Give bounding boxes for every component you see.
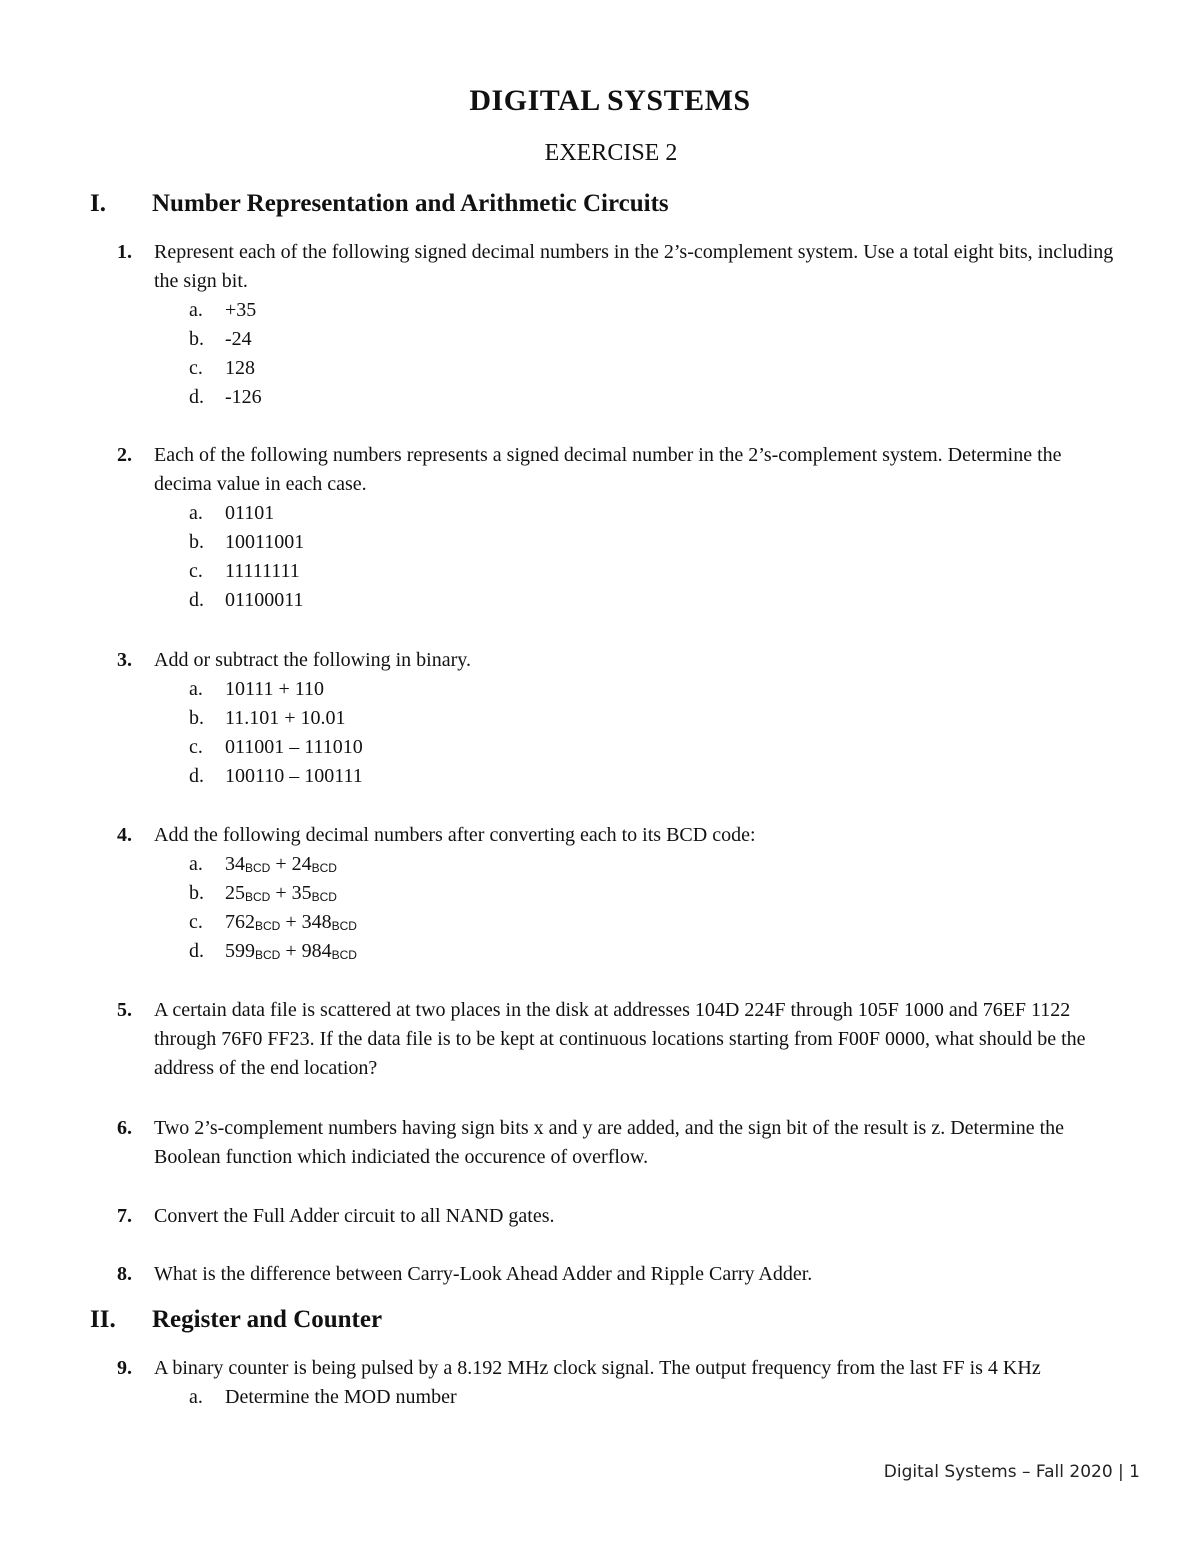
option-item — [189, 354, 1117, 383]
option-list — [189, 499, 1117, 615]
option-item — [189, 296, 1117, 325]
option-label: c. — [189, 560, 203, 582]
option-item — [189, 325, 1117, 354]
bcd-subscript: BCD — [245, 861, 271, 875]
option-label: b. — [189, 328, 204, 350]
option-label: b. — [189, 882, 204, 904]
question-text: A certain data file is scattered at two places in the disk at addresses 104D 224F through 105F 1000 and 76EF 1122 through 76F0 FF23. If the data file is to be kept at continuous locations starting from F00F 0000, what should be the address of the end location? — [154, 999, 1086, 1079]
option-text: 10011001 — [225, 531, 305, 553]
option-text: +35 — [225, 299, 257, 321]
option-text: -24 — [225, 328, 252, 350]
page-footer: Digital Systems – Fall 2020 | 1 — [883, 1462, 1140, 1482]
option-text: 011001 – 111010 — [225, 736, 363, 758]
option-label: c. — [189, 736, 203, 758]
operator: + — [270, 882, 292, 904]
question-text: A binary counter is being pulsed by a 8.192 MHz clock signal. The output frequency from the last FF is 4 KHz — [154, 1357, 1041, 1379]
option-label: d. — [189, 386, 204, 408]
option-text: 10111 + 110 — [225, 678, 325, 700]
question-text: Represent each of the following signed decimal numbers in the 2’s-complement system. Use a total eight bits, including the sign bit. — [154, 241, 1114, 292]
option-label: a. — [189, 853, 203, 875]
option-list — [189, 1383, 1117, 1412]
option-text: 01101 — [225, 502, 275, 524]
bcd-operand-left: 25 — [225, 882, 245, 904]
question-number: 6. — [117, 1117, 132, 1139]
question-text: Two 2’s-complement numbers having sign bits x and y are added, and the sign bit of the result is z. Determine the Boolean function which indiciated the occurence of overflow. — [154, 1117, 1065, 1168]
bcd-operand-right: 984 — [301, 940, 332, 962]
option-label: d. — [189, 765, 204, 787]
option-item — [189, 733, 1117, 762]
option-item — [189, 1383, 1117, 1412]
question-number: 4. — [117, 824, 132, 846]
operator: + — [280, 940, 302, 962]
option-item — [189, 908, 1117, 937]
bcd-subscript: BCD — [255, 919, 281, 933]
option-item — [189, 704, 1117, 733]
section-title: Register and Counter — [152, 1306, 383, 1333]
question-number: 9. — [117, 1357, 132, 1379]
question-number: 1. — [117, 241, 132, 263]
option-item — [189, 528, 1117, 557]
option-list — [189, 296, 1117, 412]
document-subtitle: EXERCISE 2 — [544, 140, 678, 166]
question-text: Convert the Full Adder circuit to all NAND gates. — [154, 1205, 555, 1227]
section-title: Number Representation and Arithmetic Circuits — [152, 190, 669, 217]
option-text: 11.101 + 10.01 — [225, 707, 346, 729]
section-numeral: I. — [90, 190, 106, 217]
option-label: a. — [189, 1386, 203, 1408]
bcd-operand-left: 34 — [225, 853, 245, 875]
option-item — [189, 383, 1117, 412]
option-text: -126 — [225, 386, 262, 408]
option-label: c. — [189, 911, 203, 933]
question-number: 2. — [117, 444, 132, 466]
section-heading-2 — [90, 1306, 382, 1334]
question-8 — [117, 1260, 1117, 1289]
option-list — [189, 675, 1117, 791]
option-item — [189, 850, 1117, 879]
question-number: 8. — [117, 1263, 132, 1285]
bcd-subscript: BCD — [245, 890, 271, 904]
question-9 — [117, 1354, 1117, 1412]
operator: + — [270, 853, 292, 875]
question-text: Add or subtract the following in binary. — [154, 649, 471, 671]
question-2 — [117, 441, 1117, 615]
bcd-subscript: BCD — [311, 890, 337, 904]
section-heading-1 — [90, 190, 669, 218]
question-6 — [117, 1114, 1117, 1172]
option-label: a. — [189, 502, 203, 524]
question-3 — [117, 646, 1117, 791]
option-item — [189, 762, 1117, 791]
question-number: 5. — [117, 999, 132, 1021]
section-numeral: II. — [90, 1306, 116, 1333]
question-1 — [117, 238, 1117, 412]
question-7 — [117, 1202, 1117, 1231]
option-item — [189, 675, 1117, 704]
bcd-operand-left: 762 — [225, 911, 255, 933]
question-4 — [117, 821, 1117, 966]
option-label: b. — [189, 531, 204, 553]
bcd-subscript: BCD — [331, 919, 357, 933]
bcd-subscript: BCD — [255, 948, 281, 962]
bcd-subscript: BCD — [331, 948, 357, 962]
option-label: d. — [189, 589, 204, 611]
question-text: Each of the following numbers represents a signed decimal number in the 2’s-complement system. Determine the decima value in each case. — [154, 444, 1062, 495]
bcd-operand-right: 24 — [291, 853, 312, 875]
bcd-subscript: BCD — [311, 861, 337, 875]
option-item — [189, 937, 1117, 966]
option-item — [189, 586, 1117, 615]
bcd-operand-left: 599 — [225, 940, 255, 962]
option-label: c. — [189, 357, 203, 379]
bcd-operand-right: 348 — [301, 911, 332, 933]
option-label: a. — [189, 678, 203, 700]
option-text: Determine the MOD number — [225, 1386, 457, 1408]
option-text: 100110 – 100111 — [225, 765, 363, 787]
option-text: 01100011 — [225, 589, 304, 611]
option-label: d. — [189, 940, 204, 962]
option-label: a. — [189, 299, 203, 321]
bcd-operand-right: 35 — [291, 882, 312, 904]
option-text: 11111111 — [225, 560, 300, 582]
option-text: 128 — [225, 357, 255, 379]
question-5 — [117, 996, 1117, 1083]
document-title: DIGITAL SYSTEMS — [469, 84, 751, 117]
option-item — [189, 879, 1117, 908]
question-text: Add the following decimal numbers after converting each to its BCD code: — [154, 824, 756, 846]
question-text: What is the difference between Carry-Look Ahead Adder and Ripple Carry Adder. — [154, 1263, 813, 1285]
option-item — [189, 499, 1117, 528]
operator: + — [280, 911, 302, 933]
option-list — [189, 850, 1117, 966]
question-number: 7. — [117, 1205, 132, 1227]
question-number: 3. — [117, 649, 132, 671]
option-item — [189, 557, 1117, 586]
option-label: b. — [189, 707, 204, 729]
